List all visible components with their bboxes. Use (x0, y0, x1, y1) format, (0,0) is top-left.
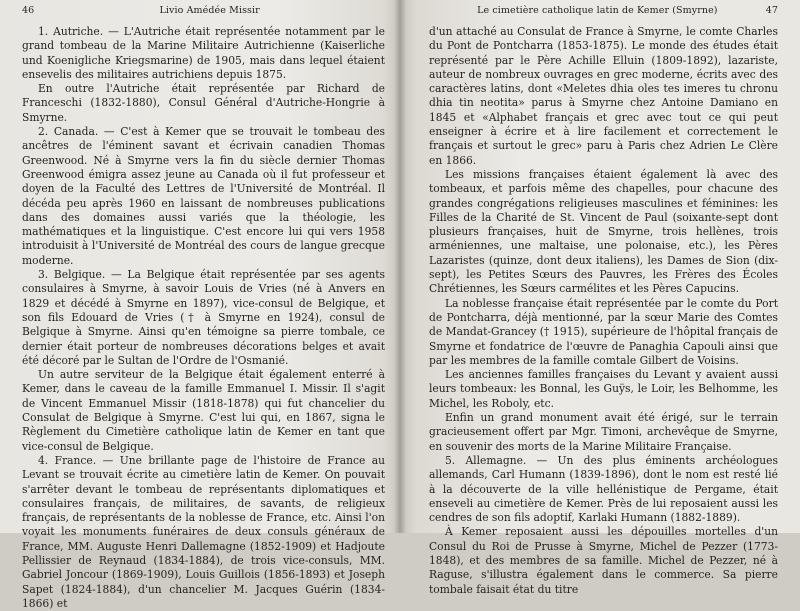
paragraph-prussia-consul: À Kemer reposaient aussi les dépouilles mortelles d'un Consul du Roi de Prusse à Smyrne, Michel de Pezzer (1773-1848), et des membres de sa famille. Michel de Pezzer, né à Raguse, s'illustra également dans le commerce. Sa pierre tombale faisait état du titre (429, 525, 778, 596)
paragraph-belgium-missir: Un autre serviteur de la Belgique était également enterré à Kemer, dans le caveau de la famille Emmanuel I. Missir. Il s'agit de Vincent Emmanuel Missir (1818-1878) qui fut chancelier du Consulat de Belgique à Smyrne. C'est lui qui, en 1867, signa le Règlement du Cimetière catholique latin de Kemer en tant que vice-consul de Belgique. (22, 368, 385, 453)
left-page-body (22, 25, 385, 611)
paragraph-austria-consul: En outre l'Autriche était représentée par Richard de Franceschi (1832-1880), Consul Général d'Autriche-Hongrie à Smyrne. (22, 82, 385, 124)
paragraph-belgium: 3. Belgique. — La Belgique était représentée par ses agents consulaires à Smyrne, à savoir Louis de Vries (né à Anvers en 1829 et décédé à Smyrne en 1897), vice-consul de Belgique, et son fils Edouard de Vries († à Smyrne en 1924), consul de Belgique à Smyrne. Ainsi qu'en témoigne sa pierre tombale, ce dernier était porteur de nombreuses décorations belges et avait été décoré par le Sultan de l'Ordre de l'Osmanié. (22, 268, 385, 367)
running-title: Le cimetière catholique latin de Kemer (Smyrne) (477, 5, 718, 16)
left-page-header (22, 5, 385, 17)
paragraph-missions: Les missions françaises étaient également là avec des tombeaux, et parfois même des chapelles, pour chacune des grandes congrégations religieuses masculines et féminines: les Filles de la Charité de St. Vincent de Paul (soixante-sept dont plusieurs françaises, huit de Smyrne, trois hellènes, trois arméniennes, une maltaise, une polonaise, etc.), les Pères Lazaristes (quinze, dont deux italiens), les Dames de Sion (dix-sept), les Petites Sœurs des Pauvres, les Frères des Écoles Chrétiennes, les Sœurs carmélites et les Pères Capucins. (429, 167, 778, 296)
paragraph-germany: 5. Allemagne. — Un des plus éminents archéologues allemands, Carl Humann (1839-1896), dont le nom est resté lié à la découverte de la ville hellénistique de Pergame, était enseveli au cimetière de Kemer. Près de lui reposaient aussi les cendres de son fils adoptif, Karlaki Humann (1882-1889). (429, 453, 778, 525)
book-gutter (394, 0, 406, 533)
paragraph-france: 4. France. — Une brillante page de l'histoire de France au Levant se trouvait écrite au cimetière latin de Kemer. On pouvait s'arrêter devant le tombeau de représentants diplomatiques et consulaires français, de militaires, de savants, de religieux français, de représentants de la noblesse de France, etc. Ainsi l'on voyait les monuments funéraires de deux consuls généraux de France, MM. Auguste Henri Dallemagne (1852-1909) et Hadjoute Pellissier de Reynaud (1834-1884), de trois vice-consuls, MM. Gabriel Joncour (1869-1909), Louis Guillois (1856-1893) et Joseph Sapet (1824-1884), d'un chancelier M. Jacques Guérin (1834-1866) et (22, 453, 385, 610)
paragraph-levant-families: Les anciennes familles françaises du Levant y avaient aussi leurs tombeaux: les Bonnal, les Guÿs, le Loir, les Belhomme, les Michel, les Roboly, etc. (429, 368, 778, 410)
paragraph-canada: 2. Canada. — C'est à Kemer que se trouvait le tombeau des ancêtres de l'éminent savant et écrivain canadien Thomas Greenwood. Né à Smyrne vers la fin du siècle dernier Thomas Greenwood émigra assez jeune au Canada où il fut professeur et doyen de la Faculté des Lettres de l'Université de Montréal. Il décéda peu après 1960 en laissant de nombreuses publications dans des domaines aussi variés que la théologie, les mathématiques et la linguistique. C'est encore lui qui vers 1958 introduisit à l'Université de Montréal des cours de langue grecque moderne. (22, 125, 385, 267)
paragraph-austria: 1. Autriche. — L'Autriche était représentée notamment par le grand tombeau de la Marine Militaire Autrichienne (Kaiserliche und Koenigliche Kriegsmarine) de 1905, mais dans lequel étaient ensevelis des militaires autrichiens depuis 1875. (22, 25, 385, 81)
right-page-header (429, 5, 778, 17)
running-title: Livio Amédée Missir (159, 5, 260, 16)
paragraph-monument: Enfin un grand monument avait été érigé, sur le terrain gracieusement offert par Mgr. Timoni, archevêque de Smyrne, en souvenir des morts de la Marine Militaire Française. (429, 411, 778, 453)
page-number: 46 (22, 5, 35, 16)
right-page (399, 0, 800, 596)
left-page (0, 0, 399, 610)
page-number: 47 (765, 5, 778, 16)
paragraph-nobility: La noblesse française était représentée par le comte du Port de Pontcharra, déjà mentionné, par la sœur Marie des Comtes de Mandat-Grancey († 1915), supérieure de l'hôpital français de Smyrne et fondatrice de l'œuvre de Panaghia Capouli ainsi que par les membres de la famille comtale Gilbert de Voisins. (429, 296, 778, 367)
paragraph-france-continued: d'un attaché au Consulat de France à Smyrne, le comte Charles du Pont de Pontcharra (1853-1875). Le monde des études était représenté par le Père Achille Elluin (1809-1892), lazariste, auteur de nombreux ouvrages en grec moderne, écrits avec des caractères latins, dont «Meletes dhia oles tes imeres tu chronu dhia tin neotita» parus à Smyrne chez Antoine Damiano en 1845 et «Alphabet français et grec avec tout ce qui peut enseigner à écrire et à lire facilement et correctement le français et surtout le grec» paru à Paris chez Adrien Le Clère en 1866. (429, 25, 778, 167)
right-page-body (429, 25, 778, 597)
